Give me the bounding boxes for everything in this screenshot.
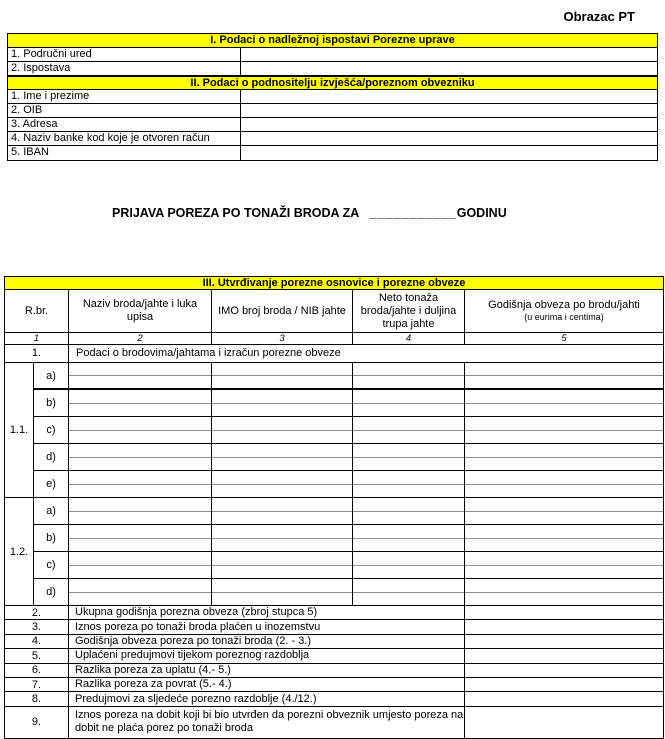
input-cell[interactable] — [212, 417, 353, 443]
input-cell[interactable] — [212, 363, 353, 388]
field-label: 1. Područni ured — [8, 48, 241, 61]
input-cell[interactable] — [212, 390, 353, 416]
field-label: 1. Ime i prezime — [8, 90, 241, 103]
value-cell[interactable] — [465, 707, 663, 738]
form-code: Obrazac PT — [563, 9, 635, 24]
ship-row — [34, 579, 663, 605]
input-cell[interactable] — [69, 579, 212, 605]
input-cell[interactable] — [465, 417, 663, 443]
value-cell[interactable] — [465, 649, 663, 662]
input-cell[interactable] — [69, 525, 212, 551]
field-label: 3. Adresa — [8, 118, 241, 131]
input-cell[interactable] — [69, 390, 212, 416]
row-label: Ukupna godišnja porezna obveza (zbroj stupca 5) — [69, 606, 465, 619]
value-cell[interactable] — [465, 692, 663, 705]
section-iii-table — [4, 276, 664, 739]
input-cell[interactable] — [353, 471, 465, 497]
row-number: 8. — [5, 692, 69, 705]
summary-row — [5, 635, 663, 649]
ispostava-field[interactable] — [241, 62, 657, 75]
ship-row — [34, 363, 663, 390]
letter-label: b) — [34, 390, 69, 416]
letter-label: d) — [34, 579, 69, 605]
input-cell[interactable] — [212, 471, 353, 497]
summary-row — [5, 707, 663, 738]
podrucni-ured-field[interactable] — [241, 48, 657, 61]
ship-row — [34, 498, 663, 525]
field-label: 5. IBAN — [8, 146, 241, 160]
column-number: 4 — [353, 333, 465, 344]
summary-row — [5, 649, 663, 663]
row-number: 1. — [5, 345, 69, 362]
row-label: Razlika poreza za uplatu (4.- 5.) — [69, 664, 465, 677]
row-label: Predujmovi za sljedeće porezno razdoblje (4./12.) — [69, 692, 465, 705]
row-number: 5. — [5, 649, 69, 662]
value-cell[interactable] — [465, 620, 663, 633]
column-header: IMO broj broda / NIB jahte — [212, 290, 353, 332]
table-row — [8, 146, 657, 160]
column-header: Neto tonaža broda/jahte i duljina trupa jahte — [353, 290, 465, 332]
row-number: 7. — [5, 678, 69, 691]
row-1 — [5, 345, 663, 363]
input-cell[interactable] — [69, 417, 212, 443]
form-title-suffix: GODINU — [456, 206, 507, 220]
row-label: Iznos poreza po tonaži broda plaćen u inozemstvu — [69, 620, 465, 633]
column-header: R.br. — [5, 290, 69, 332]
summary-row — [5, 664, 663, 678]
input-cell[interactable] — [353, 579, 465, 605]
section-i-header: I. Podaci o nadležnoj ispostavi Porezne uprave — [8, 34, 657, 48]
ship-row — [34, 390, 663, 417]
group-1-2 — [5, 498, 663, 606]
section-ii-header: II. Podaci o podnositelju izvješća/poreznom obvezniku — [8, 76, 657, 90]
input-cell[interactable] — [465, 471, 663, 497]
row-number: 9. — [5, 707, 69, 738]
column-header-row — [5, 290, 663, 333]
table-row — [8, 48, 657, 62]
letter-label: c) — [34, 417, 69, 443]
table-row — [8, 118, 657, 132]
input-cell[interactable] — [69, 471, 212, 497]
column-number: 1 — [5, 333, 69, 344]
field-label: 2. OIB — [8, 104, 241, 117]
input-cell[interactable] — [353, 525, 465, 551]
table-row — [8, 90, 657, 104]
ship-row — [34, 552, 663, 579]
column-number: 3 — [212, 333, 353, 344]
field-label: 4. Naziv banke kod koje je otvoren račun — [8, 132, 241, 145]
input-cell[interactable] — [465, 390, 663, 416]
input-cell[interactable] — [353, 390, 465, 416]
input-cell[interactable] — [69, 498, 212, 524]
ime-i-prezime-field[interactable] — [241, 90, 657, 103]
row-label: Uplaćeni predujmovi tijekom poreznog razdoblja — [69, 649, 465, 662]
input-cell[interactable] — [465, 363, 663, 388]
value-cell[interactable] — [465, 664, 663, 677]
input-cell[interactable] — [212, 579, 353, 605]
summary-row — [5, 678, 663, 692]
summary-row — [5, 620, 663, 634]
row-label: Iznos poreza na dobit koji bi bio utvrđen da porezni obveznik umjesto poreza na dobit ne plaća porez po tonaži broda — [69, 707, 465, 738]
table-row — [8, 62, 657, 76]
input-cell[interactable] — [465, 444, 663, 470]
table-row — [8, 132, 657, 146]
input-cell[interactable] — [212, 552, 353, 578]
field-label: 2. Ispostava — [8, 62, 241, 75]
form-title-text: PRIJAVA POREZA PO TONAŽI BRODA ZA — [112, 206, 360, 220]
summary-row — [5, 692, 663, 706]
value-cell[interactable] — [465, 678, 663, 691]
input-cell[interactable] — [212, 498, 353, 524]
oib-field[interactable] — [241, 104, 657, 117]
column-header: Godišnja obveza po brodu/jahti (u eurima i centima) — [488, 299, 640, 322]
input-cell[interactable] — [353, 498, 465, 524]
ship-row — [34, 525, 663, 552]
input-cell[interactable] — [465, 498, 663, 524]
section-i-ii-table — [7, 33, 658, 161]
group-number: 1.1. — [5, 363, 34, 497]
column-header: Naziv broda/jahte i luka upisa — [69, 290, 212, 332]
input-cell[interactable] — [465, 525, 663, 551]
row-number: 2. — [5, 606, 69, 619]
input-cell[interactable] — [353, 552, 465, 578]
row-label: Podaci o brodovima/jahtama i izračun porezne obveze — [76, 347, 341, 359]
column-number-row — [5, 333, 663, 345]
letter-label: d) — [34, 444, 69, 470]
letter-label: a) — [34, 498, 69, 524]
row-number: 6. — [5, 664, 69, 677]
input-cell[interactable] — [69, 363, 212, 388]
row-number: 3. — [5, 620, 69, 633]
value-cell[interactable] — [465, 606, 663, 619]
input-cell[interactable] — [212, 444, 353, 470]
adresa-field[interactable] — [241, 118, 657, 131]
input-cell[interactable] — [465, 579, 663, 605]
input-cell[interactable] — [353, 417, 465, 443]
naziv-banke-field[interactable] — [241, 132, 657, 145]
year-blank: ___________ — [369, 206, 457, 220]
iban-field[interactable] — [241, 146, 657, 160]
ship-row — [34, 417, 663, 444]
input-cell[interactable] — [212, 525, 353, 551]
column-number: 2 — [69, 333, 212, 344]
summary-row — [5, 606, 663, 620]
ship-row — [34, 444, 663, 471]
column-number: 5 — [561, 333, 567, 344]
group-number: 1.2. — [5, 498, 34, 605]
table-row — [8, 104, 657, 118]
ship-row — [34, 471, 663, 497]
row-label: Godišnja obveza poreza po tonaži broda (2. - 3.) — [69, 635, 465, 648]
value-cell[interactable] — [465, 635, 663, 648]
letter-label: a) — [34, 363, 69, 388]
row-label: Razlika poreza za povrat (5.- 4.) — [69, 678, 465, 691]
section-iii-header: III. Utvrđivanje porezne osnovice i porezne obveze — [5, 277, 663, 290]
input-cell[interactable] — [353, 444, 465, 470]
form-title — [112, 206, 507, 220]
letter-label: c) — [34, 552, 69, 578]
input-cell[interactable] — [69, 444, 212, 470]
letter-label: e) — [34, 471, 69, 497]
input-cell[interactable] — [465, 552, 663, 578]
input-cell[interactable] — [69, 552, 212, 578]
input-cell[interactable] — [353, 363, 465, 388]
group-1-1 — [5, 363, 663, 498]
letter-label: b) — [34, 525, 69, 551]
row-number: 4. — [5, 635, 69, 648]
